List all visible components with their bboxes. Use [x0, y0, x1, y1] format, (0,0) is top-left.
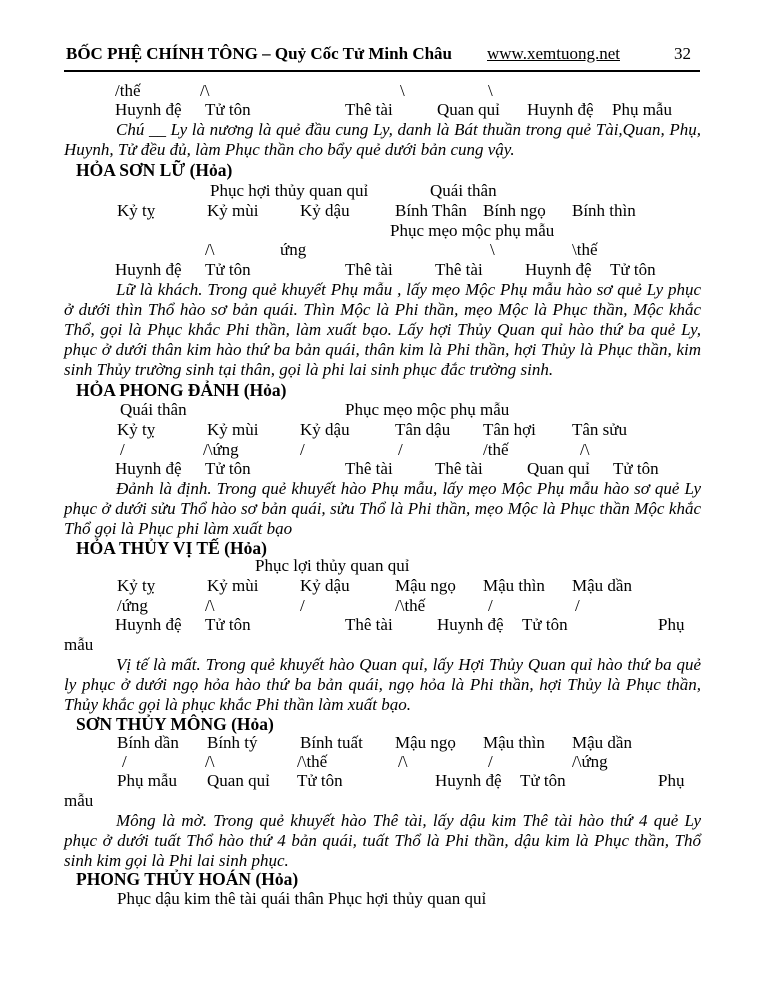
hidden-note: Phục lợi thủy quan quỉ — [255, 556, 410, 575]
relatives-row — [0, 771, 765, 791]
relative-label: Huynh đệ — [115, 100, 182, 119]
relatives-row — [0, 260, 765, 280]
yao-mark: /\thế — [297, 752, 328, 771]
website-link[interactable]: www.xemtuong.net — [487, 44, 620, 63]
yao-mark: /\ — [205, 752, 215, 771]
yao-mark: /thế — [483, 440, 509, 459]
hidden-spirit-row — [0, 400, 765, 420]
relative-label: Thê tài — [345, 260, 393, 279]
hidden-note: Phục mẹo mộc phụ mẫu — [345, 400, 510, 419]
relative-label: Quan quỉ — [437, 100, 500, 119]
stem-branch: Kỷ tỵ — [117, 201, 156, 220]
stem-branch: Kỷ dậu — [300, 576, 350, 595]
section-heading: HỎA PHONG ĐẢNH (Hỏa) — [76, 380, 287, 400]
relatives-row — [0, 100, 765, 120]
stem-branch: Kỷ dậu — [300, 420, 350, 439]
relative-label: Thê tài — [345, 100, 393, 119]
stems-row — [0, 733, 765, 753]
hidden-spirit-row — [0, 221, 765, 241]
yao-mark: / — [575, 596, 580, 615]
yao-mark: /thế — [115, 81, 141, 100]
stem-branch: Mậu dần — [572, 576, 632, 595]
stem-branch: Kỷ tỵ — [117, 420, 156, 439]
relative-label: Phụ mẫu — [612, 100, 672, 119]
relative-label: Tử tôn — [613, 459, 659, 478]
yao-mark: / — [488, 752, 493, 771]
stems-row — [0, 201, 765, 221]
hidden-spirit-row — [0, 556, 765, 576]
relative-label: Phụ mẫu — [117, 771, 177, 790]
stem-branch: Tân dậu — [395, 420, 451, 439]
relative-label: Thê tài — [345, 615, 393, 634]
stem-branch: Kỷ mùi — [207, 576, 259, 595]
stem-branch: Bính dần — [117, 733, 179, 752]
commentary-paragraph: Vị tế là mất. Trong quẻ khuyết hào Quan quỉ, lấy Hợi Thủy Quan quỉ hào thứ ba quẻ ly phục ở dưới ngọ hỏa hào thứ ba bản quái, ngọ hỏa là Phi thần, hợi Thủy là Phục thần, Thủy khắc gọi là phục khắc Phi thần làm xuất bạo. — [64, 655, 701, 714]
relative-label: Quan quỉ — [207, 771, 270, 790]
commentary-paragraph: Lữ là khách. Trong quẻ khuyết Phụ mẫu , lấy mẹo Mộc Phụ mẫu hào sơ quẻ Ly phục ở dưới thìn Thổ hào sơ bản quái. Thìn Mộc là Phi thần, mẹo Mộc là Phục thần, Mộc khắc Thổ, gọi là Phục khắc Phi thần, làm xuất bạo. Lấy hợi Thủy Quan quỉ hào thứ ba quẻ Ly, phục ở dưới thân kim hào thứ ba bản quái, thân kim là Phi thần, hợi Thủy là Phục thần, kim sinh Thủy trường sinh tại thân, gọi là phi lai sinh phục đắc trường sinh. — [64, 280, 701, 379]
section-heading: HỎA SƠN LỮ (Hỏa) — [76, 160, 233, 180]
relative-label: Huynh đệ — [115, 459, 182, 478]
yao-marks-row — [0, 240, 765, 260]
hidden-note: Quái thân — [120, 400, 187, 419]
relative-label: Tử tôn — [205, 260, 251, 279]
stem-branch: Mậu thìn — [483, 733, 545, 752]
stem-branch: Mậu ngọ — [395, 576, 456, 595]
stem-branch: Mậu thìn — [483, 576, 545, 595]
yao-mark: \ — [400, 81, 405, 100]
yao-mark: /\ — [398, 752, 408, 771]
relative-label: Thê tài — [435, 260, 483, 279]
stem-branch: Bính ngọ — [483, 201, 546, 220]
relative-label: Huynh đệ — [525, 260, 592, 279]
yao-mark: /\ — [205, 240, 215, 259]
relative-label: Tử tôn — [297, 771, 343, 790]
yao-mark: /\ — [205, 596, 215, 615]
relatives-row — [0, 459, 765, 479]
yao-mark: / — [300, 596, 305, 615]
relative-label: Tử tôn — [610, 260, 656, 279]
yao-mark: /\ — [580, 440, 590, 459]
stem-branch: Mậu dần — [572, 733, 632, 752]
hidden-note: Phục dậu kim thê tài quái thân Phục hợi thủy quan quỉ — [117, 889, 487, 908]
yao-mark: /\thế — [395, 596, 426, 615]
header-rule — [64, 70, 700, 72]
hidden-spirit-row — [0, 889, 765, 909]
relative-label: Thê tài — [345, 459, 393, 478]
stems-row — [0, 576, 765, 596]
yao-marks-row — [0, 81, 765, 101]
yao-mark: /ứng — [117, 596, 148, 615]
relative-label: Huynh đệ — [527, 100, 594, 119]
relative-label: Thê tài — [435, 459, 483, 478]
relative-label: Phụ — [658, 771, 685, 790]
stem-branch: Mậu ngọ — [395, 733, 456, 752]
relative-label: Huynh đệ — [115, 615, 182, 634]
page-number: 32 — [674, 44, 691, 63]
relative-label: Tử tôn — [520, 771, 566, 790]
yao-mark: ứng — [280, 240, 307, 259]
commentary-paragraph: Mông là mờ. Trong quẻ khuyết hào Thê tài, lấy dậu kim Thê tài hào thứ 4 quẻ Ly phục ở dưới tuất Thổ hào thứ 4 bản quái, tuất Thổ là Phi thần, dậu kim là Phục thần, Thổ sinh kim gọi là Phi lai sinh phục. — [64, 811, 701, 870]
relative-label: Tử tôn — [522, 615, 568, 634]
hidden-note: Phục mẹo mộc phụ mẫu — [390, 221, 555, 240]
stem-branch: Kỷ mùi — [207, 201, 259, 220]
stem-branch: Tân sửu — [572, 420, 628, 439]
stem-branch: Kỷ dậu — [300, 201, 350, 220]
section-heading: PHONG THỦY HOÁN (Hỏa) — [76, 869, 299, 889]
stems-row — [0, 420, 765, 440]
yao-mark: / — [398, 440, 403, 459]
relatives-row — [0, 615, 765, 635]
yao-marks-row — [0, 440, 765, 460]
hidden-note: Quái thân — [430, 181, 497, 200]
book-title: BỐC PHỆ CHÍNH TÔNG – Quỷ Cốc Tử Minh Châu — [66, 44, 453, 63]
stem-branch: Bính tuất — [300, 733, 363, 752]
hidden-note: Phục hợi thủy quan quỉ — [210, 181, 369, 200]
stem-branch: Bính tý — [207, 733, 258, 752]
yao-marks-row — [0, 596, 765, 616]
relative-label: Tử tôn — [205, 615, 251, 634]
relative-label: Phụ — [658, 615, 685, 634]
yao-mark: /\ứng — [572, 752, 608, 771]
yao-mark: /\ — [200, 81, 210, 100]
yao-mark: / — [120, 440, 125, 459]
relative-label: Huynh đệ — [115, 260, 182, 279]
relative-label: Huynh đệ — [435, 771, 502, 790]
yao-mark: \ — [488, 81, 493, 100]
yao-marks-row — [0, 752, 765, 772]
yao-mark: /\ứng — [203, 440, 239, 459]
yao-mark: / — [122, 752, 127, 771]
stem-branch: Kỷ tỵ — [117, 576, 156, 595]
page-header — [0, 44, 765, 66]
yao-mark: \ — [490, 240, 495, 259]
relative-label: Tử tôn — [205, 100, 251, 119]
relative-label: Tử tôn — [205, 459, 251, 478]
yao-mark: / — [300, 440, 305, 459]
stem-branch: Tân hợi — [483, 420, 536, 439]
commentary-paragraph: Đảnh là định. Trong quẻ khuyết hào Phụ mẫu, lấy mẹo Mộc Phụ mẫu hào sơ quẻ Ly phục ở dưới sửu Thổ hào sơ bản quái, sửu Thổ là Phi thần, mẹo Mộc là Phục thần Mộc khắc Thổ gọi là Phục phi làm xuất bạo — [64, 479, 701, 538]
stem-branch: Bính thìn — [572, 201, 636, 220]
relative-label: Quan quỉ — [527, 459, 590, 478]
section-heading: HỎA THỦY VỊ TẾ (Hỏa) — [76, 538, 267, 558]
stem-branch: Kỷ mùi — [207, 420, 259, 439]
wrapped-word: mẫu — [64, 635, 94, 654]
commentary-paragraph: Chú __ Ly là nương là quẻ đầu cung Ly, danh là Bát thuần trong quẻ Tài,Quan, Phụ, Huynh, Tử đều đủ, làm Phục thần cho bẩy quẻ dưới bản cung vậy. — [64, 120, 701, 159]
hidden-spirit-row — [0, 181, 765, 201]
relative-label: Huynh đệ — [437, 615, 504, 634]
wrapped-word: mẫu — [64, 791, 94, 810]
section-heading: SƠN THỦY MÔNG (Hỏa) — [76, 714, 274, 734]
yao-mark: \thế — [572, 240, 598, 259]
yao-mark: / — [488, 596, 493, 615]
stem-branch: Bính Thân — [395, 201, 467, 220]
